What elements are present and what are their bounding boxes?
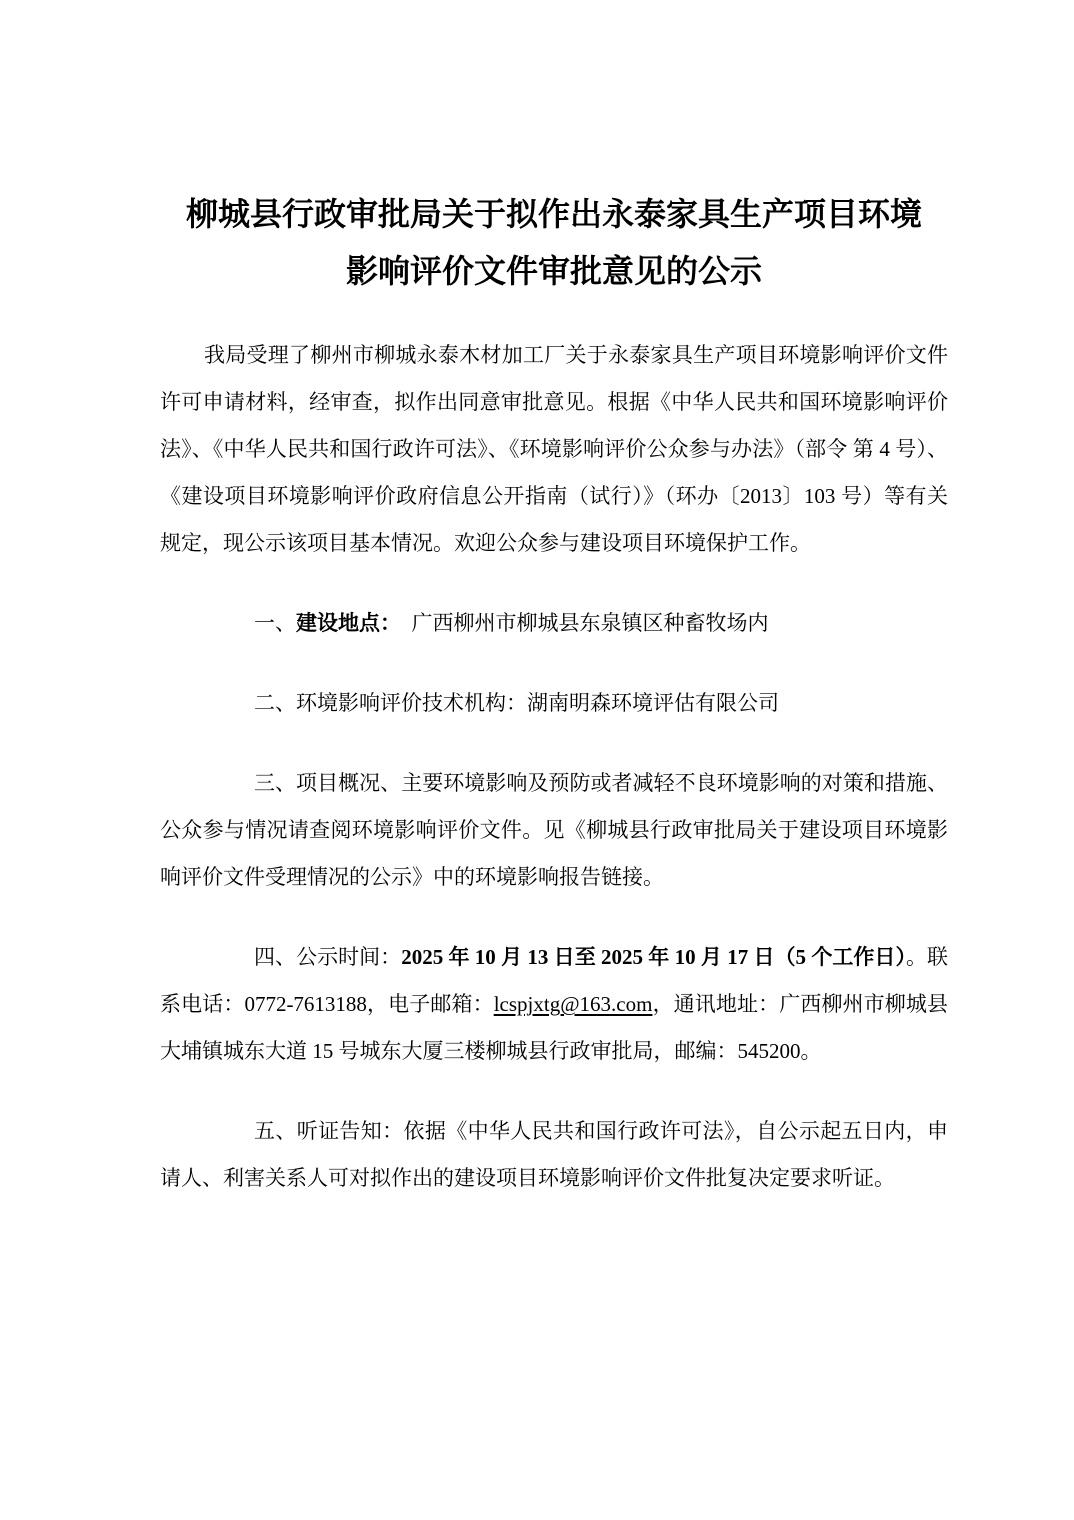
section-2-text: 二、环境影响评价技术机构：湖南明森环境评估有限公司 [254, 691, 779, 715]
section-4-lead: 四、公示时间： [254, 945, 402, 969]
section-3-text: 三、项目概况、主要环境影响及预防或者减轻不良环境影响的对策和措施、公众参与情况请查阅环境影响评价文件。见《柳城县行政审批局关于建设项目环境影响评价文件受理情况的公示》中的环境影响报告链接。 [160, 771, 948, 889]
section-5-text: 五、听证告知：依据《中华人民共和国行政许可法》，自公示起五日内，申请人、利害关系人可对拟作出的建设项目环境影响评价文件批复决定要求听证。 [160, 1119, 948, 1190]
section-1-label: 建设地点： [296, 611, 391, 635]
section-4-publicity-period [160, 934, 948, 1075]
document-content [160, 186, 948, 1202]
section-4-dates: 2025 年 10 月 13 日至 2025 年 10 月 17 日（5 个工作日） [401, 945, 906, 969]
section-4-contact: 。联系电话：0772-7613188，电子邮箱： [160, 945, 949, 1016]
page-title-line-2: 影响评价文件审批意见的公示 [345, 253, 762, 289]
section-1-location [160, 600, 948, 647]
intro-text: 我局受理了柳州市柳城永泰木材加工厂关于永泰家具生产项目环境影响评价文件许可申请材料，经审查，拟作出同意审批意见。根据《中华人民共和国环境影响评价法》、《中华人民共和国行政许可法》、《环境影响评价公众参与办法》（部令 第 4 号）、《建设项目环境影响评价政府信息公开指南（试行）》（环办〔2013〕103 号）等有关规定，现公示该项目基本情况。欢迎公众参与建设项目环境保护工作。 [160, 343, 948, 555]
section-1-number: 一、 [254, 611, 296, 635]
section-2-eia-agency [160, 680, 948, 727]
intro-paragraph [160, 332, 948, 567]
section-1-value: 广西柳州市柳城县东泉镇区种畜牧场内 [390, 611, 769, 635]
section-5-hearing-notice [160, 1108, 948, 1202]
section-3-project-overview [160, 760, 948, 901]
email-link[interactable]: lcspjxtg@163.com [493, 992, 653, 1016]
page-title [160, 186, 948, 300]
section-4-address: ，通讯地址：广西柳州市柳城县大埔镇城东大道 15 号城东大厦三楼柳城县行政审批局，邮编：545200。 [160, 992, 948, 1063]
page-title-line-1: 柳城县行政审批局关于拟作出永泰家具生产项目环境 [185, 196, 922, 232]
